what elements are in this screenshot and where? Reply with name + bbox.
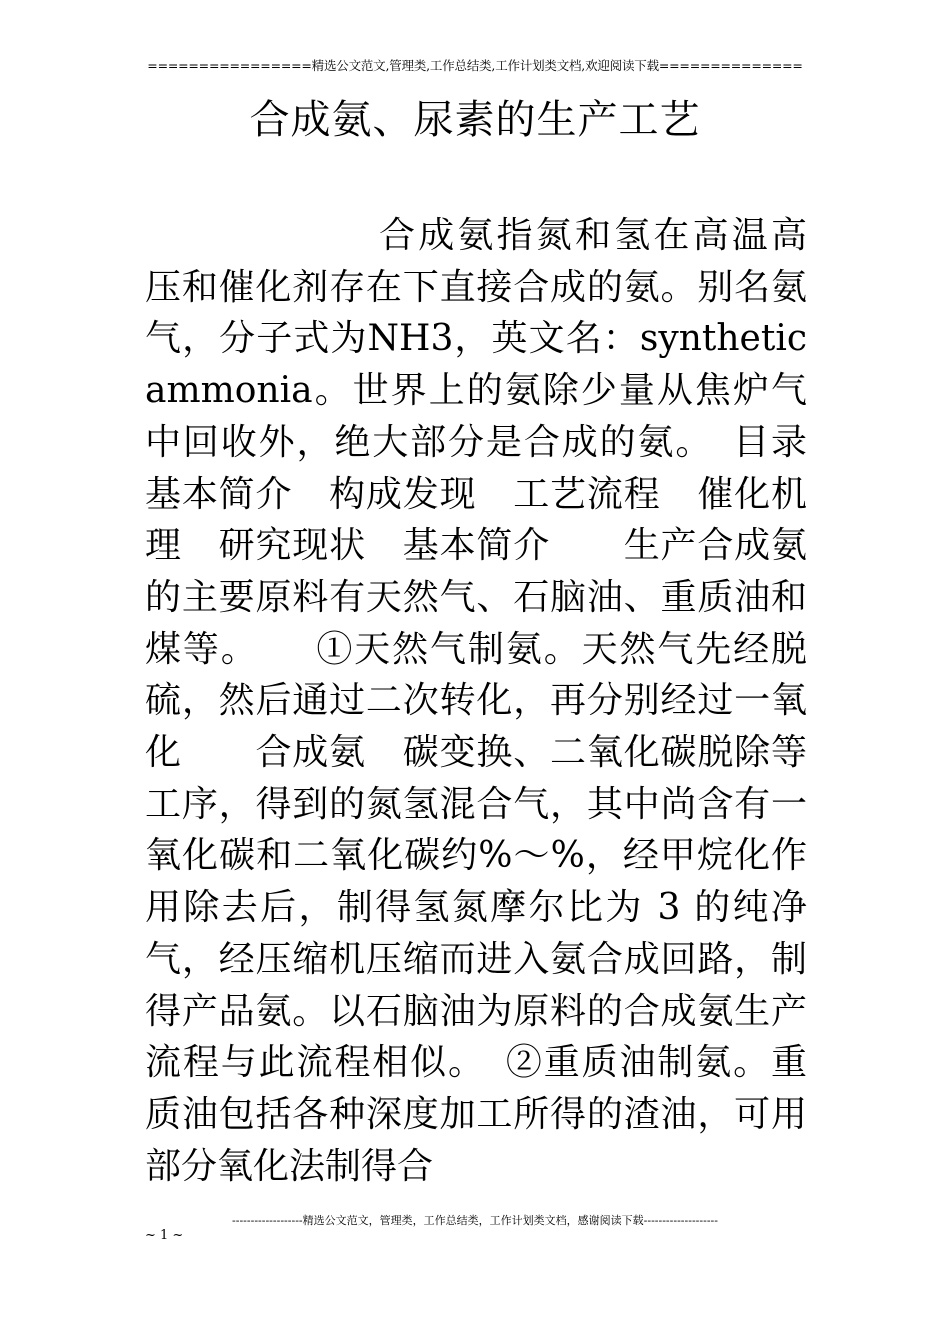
footer-banner: -------------------精选公文范文，管理类，工作总结类，工作计划类文档，感谢阅读下载--------------------	[232, 1214, 718, 1227]
page-number: ~ 1 ~	[145, 1228, 184, 1243]
header-banner: ================精选公文范文,管理类,工作总结类,工作计划类文档,欢迎阅读下载==============	[147, 58, 803, 73]
document-title: 合成氨、尿素的生产工艺	[249, 97, 701, 143]
body-paragraph: 合成氨指氮和氢在高温高压和催化剂存在下直接合成的氨。别名氨气，分子式为NH3，英文名：synthetic ammonia。世界上的氨除少量从焦炉气中回收外，绝大部分是合成的氨。 目录基本简介 构成发现 工艺流程 催化机理 研究现状 基本简介 生产合成氨的主要原料有天然气、石脑油、重质油和煤等。 ①天然气制氨。天然气先经脱硫，然后通过二次转化，再分别经过一氧化 合成氨 碳变换、二氧化碳脱除等工序，得到的氮氢混合气，其中尚含有一氧化碳和二氧化碳约%～%，经甲烷化作用除去后，制得氢氮摩尔比为 3 的纯净气，经压缩机压缩而进入氨合成回路，制得产品氨。以石脑油为原料的合成氨生产流程与此流程相似。 ②重质油制氨。重质油包括各种深度加工所得的渣油，可用部分氧化法制得合	[145, 215, 807, 1187]
